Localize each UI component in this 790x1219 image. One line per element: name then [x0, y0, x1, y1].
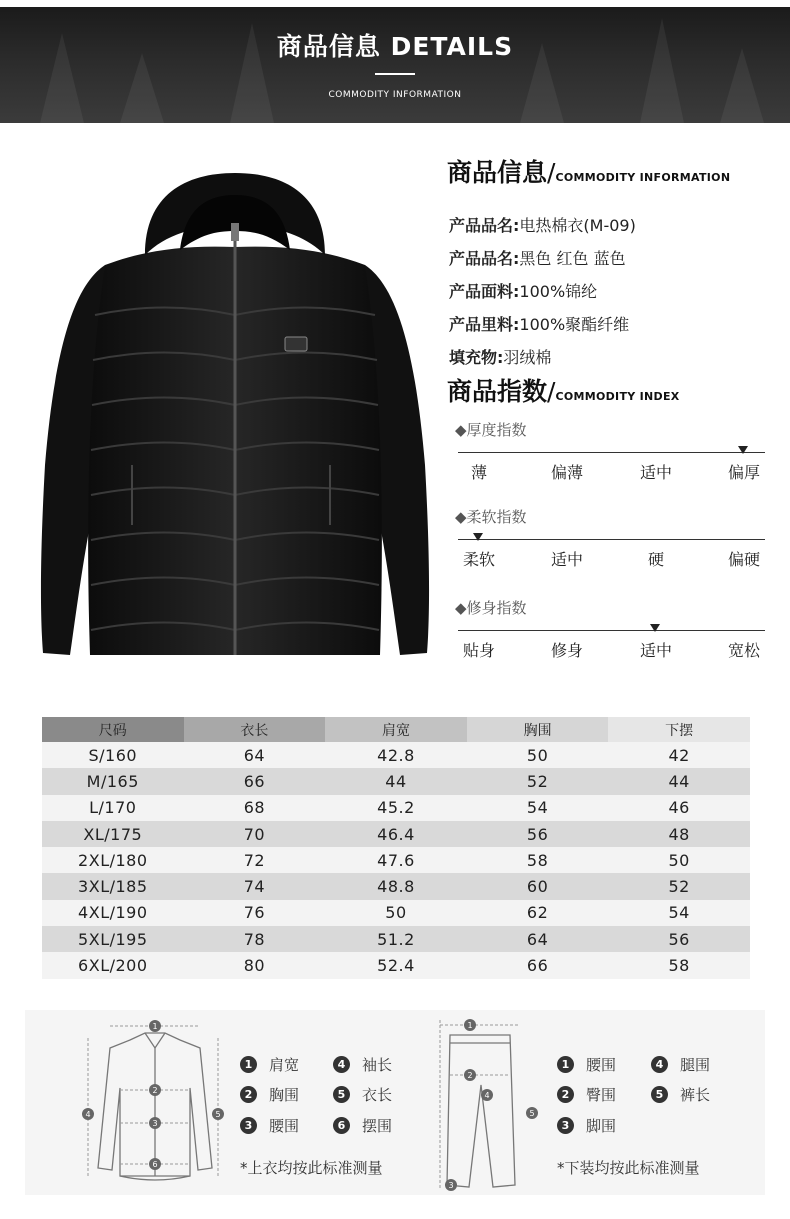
info-section-title: 商品信息/COMMODITY INFORMATION: [447, 158, 731, 187]
fit-index-label: ◆修身指数: [455, 599, 527, 617]
fit-option: 适中: [639, 641, 672, 660]
table-row: [42, 795, 750, 821]
thickness-scale-line: [458, 452, 765, 453]
legend-item: 2 胸围: [240, 1084, 299, 1105]
table-cell: 56: [526, 824, 549, 844]
svg-text:4: 4: [484, 1091, 490, 1100]
table-cell: 52: [526, 771, 549, 791]
table-cell: 72: [243, 850, 266, 870]
info-row-lining: 产品里料:100%聚酯纤维: [449, 315, 630, 334]
table-row: [42, 821, 750, 847]
thickness-option: 偏厚: [727, 463, 760, 482]
info-row-fabric: 产品面料:100%锦纶: [449, 282, 598, 301]
table-cell: 46: [668, 798, 690, 818]
legend-item: 1 腰围: [557, 1054, 616, 1075]
legend-item: 5 衣长: [333, 1084, 392, 1105]
table-cell: 48: [668, 824, 690, 844]
table-cell: M/165: [86, 771, 139, 791]
table-cell: 60: [526, 877, 549, 897]
table-cell: 64: [526, 929, 549, 949]
table-row: [42, 926, 750, 952]
svg-text:4: 4: [85, 1110, 91, 1119]
pants-diagram: [425, 1015, 545, 1193]
fit-option: 宽松: [727, 641, 760, 660]
legend-item: 3 腰围: [240, 1115, 299, 1136]
measurement-guide: [25, 1010, 765, 1195]
softness-option: 硬: [647, 550, 664, 569]
bottom-measure-note: *下装均按此标准测量: [557, 1159, 700, 1177]
legend-item: 4 腿围: [651, 1054, 710, 1075]
table-row: [42, 768, 750, 794]
banner-divider: [375, 73, 415, 75]
table-cell: 4XL/190: [78, 903, 148, 923]
table-cell: 70: [243, 824, 266, 844]
table-cell: 76: [243, 903, 266, 923]
table-header: [42, 717, 750, 742]
thickness-option: 适中: [639, 463, 672, 482]
info-row-color: 产品品名:黑色 红色 蓝色: [449, 249, 626, 268]
table-cell: 46.4: [377, 824, 415, 844]
table-cell: 66: [526, 956, 549, 976]
table-cell: 52.4: [377, 956, 415, 976]
table-cell: 68: [243, 798, 266, 818]
index-section-title: 商品指数/COMMODITY INDEX: [447, 377, 680, 406]
table-cell: 42: [668, 745, 690, 765]
info-row-filling: 填充物:羽绒棉: [449, 348, 552, 367]
table-row: [42, 873, 750, 899]
header-shoulder: 肩宽: [325, 717, 467, 742]
fit-option: 贴身: [462, 641, 495, 660]
table-cell: 80: [243, 956, 266, 976]
table-row: [42, 847, 750, 873]
table-cell: L/170: [89, 798, 137, 818]
table-cell: 58: [526, 850, 549, 870]
table-cell: 3XL/185: [78, 877, 148, 897]
table-row: [42, 952, 750, 978]
table-cell: 50: [668, 850, 690, 870]
legend-item: 4 袖长: [333, 1054, 392, 1075]
softness-option: 适中: [550, 550, 583, 569]
size-table: [42, 717, 750, 979]
softness-scale-line: [458, 539, 765, 540]
table-cell: 44: [385, 771, 407, 791]
table-cell: 2XL/180: [78, 850, 148, 870]
info-row-name: 产品品名:电热棉衣(M-09): [449, 216, 636, 235]
legend-item: 1 肩宽: [240, 1054, 299, 1075]
svg-text:1: 1: [152, 1022, 158, 1031]
svg-text:3: 3: [448, 1181, 454, 1190]
thickness-index-label: ◆厚度指数: [455, 421, 527, 439]
table-cell: 51.2: [377, 929, 415, 949]
table-cell: 45.2: [377, 798, 415, 818]
header-size: 尺码: [42, 717, 184, 742]
header-chest: 胸围: [467, 717, 609, 742]
jacket-image: [35, 165, 435, 670]
header-length: 衣长: [184, 717, 326, 742]
svg-text:3: 3: [152, 1119, 158, 1128]
table-cell: 6XL/200: [78, 956, 148, 976]
table-cell: XL/175: [83, 824, 143, 844]
fit-scale-line: [458, 630, 765, 631]
table-cell: 78: [243, 929, 266, 949]
table-cell: 48.8: [377, 877, 415, 897]
legend-item: 2 臀围: [557, 1084, 616, 1105]
banner-title: 商品信息 DETAILS: [276, 32, 514, 61]
legend-item: 5 裤长: [651, 1084, 710, 1105]
table-cell: 52: [668, 877, 690, 897]
table-cell: 66: [243, 771, 266, 791]
table-cell: S/160: [88, 745, 138, 765]
table-cell: 58: [668, 956, 690, 976]
svg-text:1: 1: [467, 1021, 473, 1030]
legend-item: 3 脚围: [557, 1115, 616, 1136]
table-row: [42, 900, 750, 926]
table-cell: 54: [526, 798, 549, 818]
header-hem: 下摆: [608, 717, 750, 742]
fit-marker: [650, 624, 660, 632]
table-cell: 50: [385, 903, 407, 923]
table-cell: 64: [243, 745, 266, 765]
legend-item: 6 摆围: [333, 1115, 392, 1136]
top-measure-note: *上衣均按此标准测量: [240, 1159, 383, 1177]
thickness-option: 薄: [470, 463, 487, 482]
svg-text:6: 6: [152, 1160, 158, 1169]
thickness-option: 偏薄: [550, 463, 583, 482]
softness-index-label: ◆柔软指数: [455, 508, 527, 526]
svg-text:5: 5: [529, 1109, 535, 1118]
table-cell: 74: [243, 877, 266, 897]
shirt-diagram: [70, 1018, 225, 1190]
svg-text:5: 5: [215, 1110, 221, 1119]
table-row: [42, 742, 750, 768]
table-cell: 56: [668, 929, 690, 949]
table-cell: 50: [526, 745, 549, 765]
thickness-marker: [738, 446, 748, 454]
svg-text:2: 2: [467, 1071, 473, 1080]
table-cell: 42.8: [377, 745, 415, 765]
table-cell: 44: [668, 771, 690, 791]
table-cell: 62: [526, 903, 549, 923]
table-cell: 47.6: [377, 850, 415, 870]
fit-option: 修身: [550, 641, 583, 660]
banner-subtitle: COMMODITY INFORMATION: [328, 90, 462, 100]
header-banner: [0, 7, 790, 123]
softness-marker: [473, 533, 483, 541]
table-cell: 5XL/195: [78, 929, 148, 949]
softness-option: 偏硬: [727, 550, 760, 569]
table-cell: 54: [668, 903, 690, 923]
softness-option: 柔软: [462, 550, 495, 569]
svg-text:2: 2: [152, 1086, 158, 1095]
